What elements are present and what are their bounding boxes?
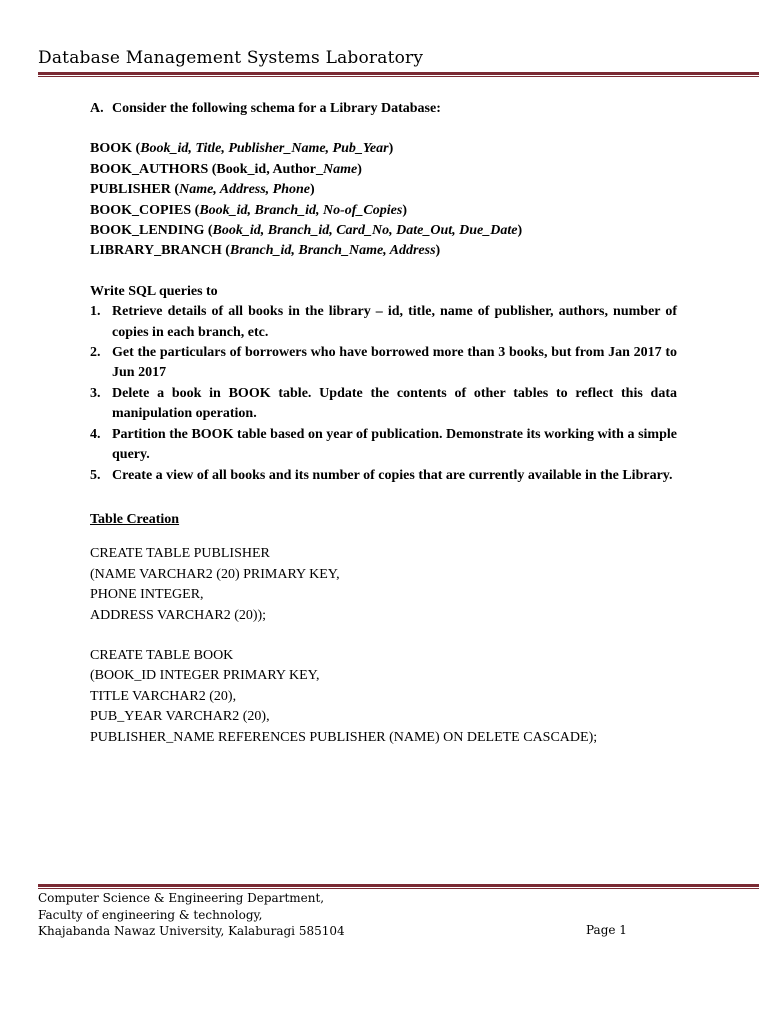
query-text: Delete a book in BOOK table. Update the contents of other tables to reflect this data manipulation operation. (112, 385, 677, 422)
section-heading-text: Consider the following schema for a Library Database: (112, 101, 441, 116)
list-item (90, 343, 677, 384)
sql-line: CREATE TABLE PUBLISHER (90, 546, 270, 562)
footer-department: Computer Science & Engineering Department, (38, 891, 325, 905)
document-body (90, 99, 677, 748)
schema-line (90, 201, 677, 221)
schema-table-name: PUBLISHER (90, 182, 171, 198)
query-number: 5. (90, 467, 101, 483)
schema-line (90, 180, 677, 200)
schema-open: ( (170, 182, 180, 198)
query-number: 3. (90, 385, 101, 401)
list-item (90, 425, 677, 466)
sql-line: CREATE TABLE BOOK (90, 647, 234, 663)
queries-intro: Write SQL queries to (90, 283, 218, 299)
schema-open: ( (191, 202, 200, 218)
schema-line (90, 160, 677, 180)
sql-line: PUBLISHER_NAME REFERENCES PUBLISHER (NAME) ON DELETE CASCADE); (90, 729, 598, 745)
schema-open: ( (221, 243, 230, 259)
sql-line: TITLE VARCHAR2 (20), (90, 688, 237, 704)
schema-close: ) (357, 161, 362, 177)
schema-table-name: LIBRARY_BRANCH (90, 243, 222, 259)
list-item (90, 302, 677, 343)
sql-line: (BOOK_ID INTEGER PRIMARY KEY, (90, 668, 320, 684)
schema-close: ) (310, 182, 315, 198)
schema-close: ) (435, 243, 441, 259)
list-item (90, 466, 677, 486)
query-number: 4. (90, 426, 101, 442)
book-sql-block (90, 646, 677, 748)
header-rule (38, 72, 759, 77)
table-creation-heading: Table Creation (90, 511, 180, 527)
schema-attrs: Branch_id, Branch_Name, Address (229, 243, 436, 259)
schema-close: ) (388, 141, 394, 157)
query-number: 1. (90, 304, 101, 320)
section-heading (90, 99, 677, 119)
schema-attrs: Book_id, Title, Publisher_Name, Pub_Year (140, 141, 389, 157)
schema-line (90, 241, 677, 261)
schema-attrs: Book_id, Branch_id, No-of_Copies (199, 202, 403, 218)
publisher-sql-block (90, 544, 677, 626)
sql-line: PHONE INTEGER, (90, 587, 204, 603)
query-text: Partition the BOOK table based on year of publication. Demonstrate its working with a simple query. (112, 426, 677, 463)
schema-open: ( (204, 223, 213, 239)
schema-table-name: BOOK_AUTHORS (90, 161, 209, 177)
schema-table-name: BOOK_COPIES (90, 202, 192, 218)
sql-line: (NAME VARCHAR2 (20) PRIMARY KEY, (90, 566, 340, 582)
schema-close: ) (402, 202, 407, 218)
schema-line (90, 139, 677, 159)
schema-list (90, 139, 677, 261)
schema-attrs: Name (323, 161, 358, 177)
schema-table-name: BOOK (90, 141, 133, 157)
schema-attrs: Name, Address, Phone (179, 182, 311, 198)
section-letter: A. (90, 101, 104, 116)
query-number: 2. (90, 345, 101, 361)
query-text: Retrieve details of all books in the library – id, title, name of publisher, authors, number of copies in each branch, etc. (112, 304, 677, 340)
schema-table-name: BOOK_LENDING (90, 223, 205, 239)
page-header-title: Database Management Systems Laboratory (38, 48, 424, 68)
query-list (90, 302, 677, 486)
schema-open: ( (132, 141, 141, 157)
schema-line (90, 221, 677, 241)
list-item (90, 384, 677, 425)
page-number: Page 1 (586, 923, 627, 937)
sql-line: ADDRESS VARCHAR2 (20)); (90, 607, 267, 623)
sql-line: PUB_YEAR VARCHAR2 (20), (90, 709, 270, 725)
footer-faculty: Faculty of engineering & technology, (38, 907, 263, 922)
schema-open: (Book_id, Author_ (208, 161, 323, 177)
schema-close: ) (517, 223, 523, 239)
schema-attrs: Book_id, Branch_id, Card_No, Date_Out, Due_Date (212, 223, 518, 239)
query-text: Create a view of all books and its number of copies that are currently available in the Library. (112, 467, 673, 483)
footer-rule (38, 884, 759, 889)
footer-university: Khajabanda Nawaz University, Kalaburagi 585104 (38, 924, 345, 938)
query-text: Get the particulars of borrowers who have borrowed more than 3 books, but from Jan 2017 to Jun 2017 (112, 345, 677, 381)
